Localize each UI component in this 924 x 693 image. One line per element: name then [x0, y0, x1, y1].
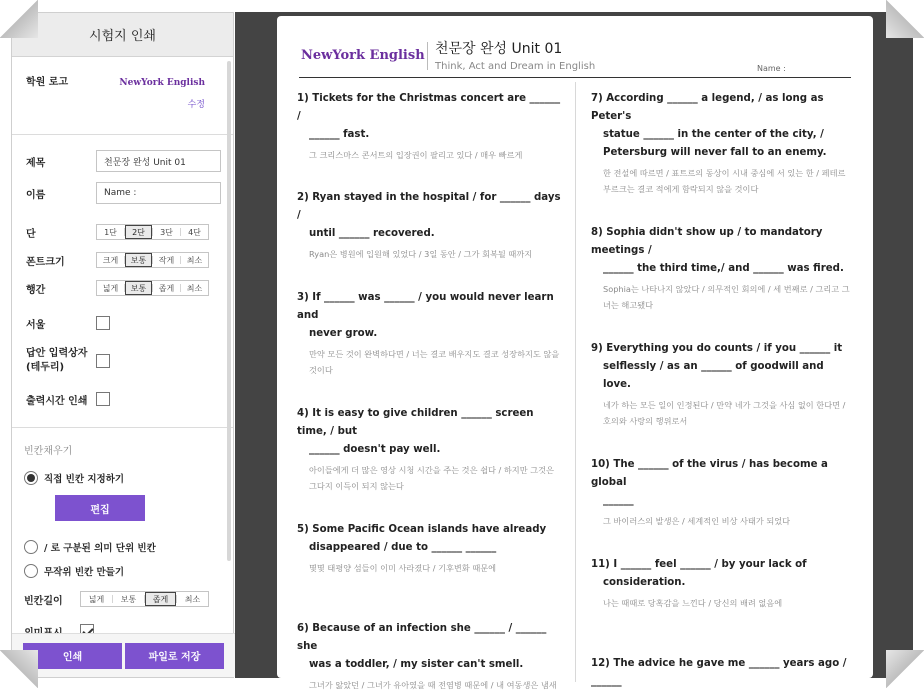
panel-title: 시험지 인쇄: [12, 13, 233, 57]
question-3-translation: 만약 모든 것이 완벽하다면 / 너는 결코 배우지도 결코 성장하지도 않을 것이다: [309, 349, 560, 375]
page-curl-bottom-left: [0, 650, 38, 688]
question-8-translation: Sophia는 나타나지 않았다 / 의무적인 회의에 / 세 번째로 / 그리고 그녀는 해고됐다: [603, 284, 850, 310]
blank-fill-section: [12, 428, 233, 642]
question-9-translation: 네가 하는 모든 일이 인정된다 / 만약 네가 그것을 사심 없이 한다면 / 호의와 사랑의 행위로서: [603, 400, 846, 426]
print-preview-area: [235, 12, 913, 690]
font-size-option-small[interactable]: 작게: [158, 255, 175, 265]
blank-length-option-normal[interactable]: 보통: [120, 594, 137, 604]
font-size-row: [24, 249, 221, 271]
question-2-text: 2) Ryan stayed in the hospital / for ______ days /: [297, 192, 561, 221]
answer-box-checkbox[interactable]: [96, 354, 110, 368]
radio-direct[interactable]: [24, 471, 38, 485]
question-5-translation: 몇몇 태평양 섬들이 이미 사라졌다 / 기후변화 때문에: [309, 563, 497, 573]
question-1: [297, 90, 561, 163]
radio-slash-row[interactable]: [24, 538, 221, 556]
question-4-translation: 아이들에게 더 많은 영상 시청 시간을 주는 것은 쉽다 / 하지만 그것은 그다지 이득이 되지 않는다: [309, 465, 554, 491]
blank-length-label: 빈칸길이: [24, 595, 63, 607]
question-3: [297, 289, 561, 378]
question-9-text-cont: selflessly / as an ______ of goodwill and love.: [603, 361, 824, 390]
question-11: [591, 556, 853, 611]
answer-box-label: 답안 입력상자 (테두리): [26, 348, 88, 373]
columns-option-3[interactable]: 3단: [160, 227, 173, 237]
question-9: [591, 340, 853, 429]
name-input[interactable]: Name :: [96, 182, 221, 204]
panel-scrollbar[interactable]: [227, 61, 231, 561]
question-12-text: 12) The advice he gave me ______ years ago / ______: [591, 658, 847, 687]
question-5-text-cont: disappeared / due to ______ ______: [309, 542, 497, 553]
seoul-label: 서울: [26, 319, 46, 331]
blank-length-option-wide[interactable]: 넓게: [88, 594, 105, 604]
font-size-label: 폰트크기: [26, 256, 65, 268]
header-divider: [427, 42, 428, 70]
question-2: [297, 189, 561, 262]
name-label: 이름: [26, 189, 46, 201]
title-row: [24, 149, 221, 173]
blank-fill-title: 빈칸채우기: [24, 446, 73, 457]
question-8-text-cont: ______ the third time,/ and ______ was fired.: [603, 263, 844, 274]
worksheet-brand-logo: NewYork English: [301, 48, 425, 63]
line-height-row: [24, 277, 221, 299]
question-6: [297, 620, 561, 693]
columns-option-1[interactable]: 1단: [104, 227, 117, 237]
seoul-row: [24, 311, 221, 335]
question-11-text-cont: consideration.: [603, 577, 686, 588]
columns-label: 단: [26, 228, 36, 240]
question-6-text-cont: was a toddler, / my sister can't smell.: [309, 659, 524, 670]
question-6-text: 6) Because of an infection she ______ / ______ she: [297, 623, 547, 652]
columns-segmented: [96, 224, 209, 240]
answer-box-row: [24, 347, 221, 375]
line-height-option-min[interactable]: 최소: [186, 283, 203, 293]
question-10: [591, 456, 853, 529]
radio-direct-row[interactable]: [24, 469, 221, 487]
columns-option-2[interactable]: 2단: [125, 225, 152, 239]
blank-length-option-narrow[interactable]: 좁게: [145, 592, 176, 606]
question-5-text: 5) Some Pacific Ocean islands have already: [297, 524, 547, 535]
radio-random-row[interactable]: [24, 562, 221, 580]
print-time-checkbox[interactable]: [96, 392, 110, 406]
print-button[interactable]: 인쇄: [23, 643, 122, 669]
question-4: [297, 405, 561, 494]
save-file-button[interactable]: 파일로 저장: [125, 643, 224, 669]
columns-row: [24, 221, 221, 243]
academy-logo-preview: NewYork English: [119, 78, 205, 88]
radio-random-label: 무작위 빈칸 만들기: [44, 567, 125, 578]
font-size-option-large[interactable]: 크게: [102, 255, 119, 265]
options-section: [12, 135, 233, 428]
question-10-text: 10) The ______ of the virus / has become a global: [591, 459, 828, 488]
question-11-translation: 나는 때때로 당혹감을 느낀다 / 당신의 배려 없음에: [603, 598, 783, 608]
question-7-text-cont2: Petersburg will never fall to an enemy.: [603, 147, 827, 158]
page-curl-bottom-right: [886, 650, 924, 688]
question-7: [591, 90, 853, 197]
question-10-text-cont: ______: [603, 495, 634, 506]
question-8: [591, 224, 853, 313]
worksheet-title: 천문장 완성 Unit 01: [435, 41, 563, 57]
question-7-translation: 한 전설에 따르면 / 표트르의 동상이 시내 중심에 서 있는 한 / 페테르부르크는 결코 적에게 함락되지 않을 것이다: [603, 168, 846, 194]
columns-option-4[interactable]: 4단: [188, 227, 201, 237]
title-label: 제목: [26, 157, 46, 169]
line-height-label: 행간: [26, 284, 46, 296]
logo-edit-link[interactable]: 수정: [187, 100, 205, 110]
question-7-text-cont: statue ______ in the center of the city, /: [603, 129, 824, 140]
radio-random[interactable]: [24, 564, 38, 578]
blank-length-option-min[interactable]: 최소: [184, 594, 201, 604]
question-8-text: 8) Sophia didn't show up / to mandatory meetings /: [591, 227, 823, 256]
line-height-option-wide[interactable]: 넓게: [102, 283, 119, 293]
blank-length-row: [24, 588, 221, 610]
question-4-text-cont: ______ doesn't pay well.: [309, 444, 441, 455]
title-input[interactable]: 천문장 완성 Unit 01: [96, 150, 221, 172]
radio-direct-label: 직접 빈칸 지정하기: [44, 474, 125, 485]
logo-section: [12, 57, 233, 135]
worksheet-page: [277, 16, 873, 690]
question-9-text: 9) Everything you do counts / if you ______ it: [591, 343, 843, 354]
seoul-checkbox[interactable]: [96, 316, 110, 330]
line-height-segmented: [96, 280, 209, 296]
page-curl-top-left: [0, 0, 38, 38]
panel-footer: [12, 633, 235, 677]
logo-label: 학원 로고: [26, 77, 69, 88]
question-2-text-cont: until ______ recovered.: [309, 228, 435, 239]
font-size-option-normal[interactable]: 보통: [125, 253, 152, 267]
worksheet-header: [299, 36, 851, 78]
font-size-segmented: [96, 252, 209, 268]
question-1-translation: 그 크리스마스 콘서트의 입장권이 팔리고 있다 / 매우 빠르게: [309, 150, 523, 160]
question-1-text: 1) Tickets for the Christmas concert are ______ /: [297, 93, 561, 122]
question-11-text: 11) I ______ feel ______ / by your lack of: [591, 559, 807, 570]
question-2-translation: Ryan은 병원에 입원해 있었다 / 3일 동안 / 그가 회복될 때까지: [309, 249, 533, 259]
question-10-translation: 그 바이러스의 발생은 / 세계적인 비상 사태가 되었다: [603, 516, 791, 526]
question-1-text-cont: ______ fast.: [309, 129, 370, 140]
question-3-text-cont: never grow.: [309, 328, 378, 339]
question-4-text: 4) It is easy to give children ______ screen time, / but: [297, 408, 534, 437]
blank-length-segmented: [80, 591, 209, 607]
print-time-label: 출력시간 인쇄: [26, 395, 88, 407]
column-divider: [575, 82, 576, 682]
name-row: [24, 181, 221, 205]
radio-slash[interactable]: [24, 540, 38, 554]
blank-edit-button[interactable]: 편집: [55, 495, 145, 521]
print-settings-panel: [11, 12, 234, 678]
page-curl-top-right: [886, 0, 924, 38]
question-3-text: 3) If ______ was ______ / you would never learn and: [297, 292, 554, 321]
line-height-option-normal[interactable]: 보통: [125, 281, 152, 295]
radio-slash-label: / 로 구분된 의미 단위 빈칸: [44, 543, 156, 554]
question-7-text: 7) According ______ a legend, / as long as Peter's: [591, 93, 824, 122]
line-height-option-narrow[interactable]: 좁게: [158, 283, 175, 293]
question-5: [297, 521, 561, 576]
font-size-option-min[interactable]: 최소: [186, 255, 203, 265]
worksheet-name-field: Name :: [757, 64, 786, 73]
question-6-translation: 그녀가 앓았던 / 그녀가 유아였을 때 전염병 때문에 / 내 여동생은 냄새: [309, 680, 557, 690]
print-time-row: [24, 387, 221, 411]
question-12: [591, 655, 853, 691]
worksheet-subtitle: Think, Act and Dream in English: [435, 61, 596, 72]
